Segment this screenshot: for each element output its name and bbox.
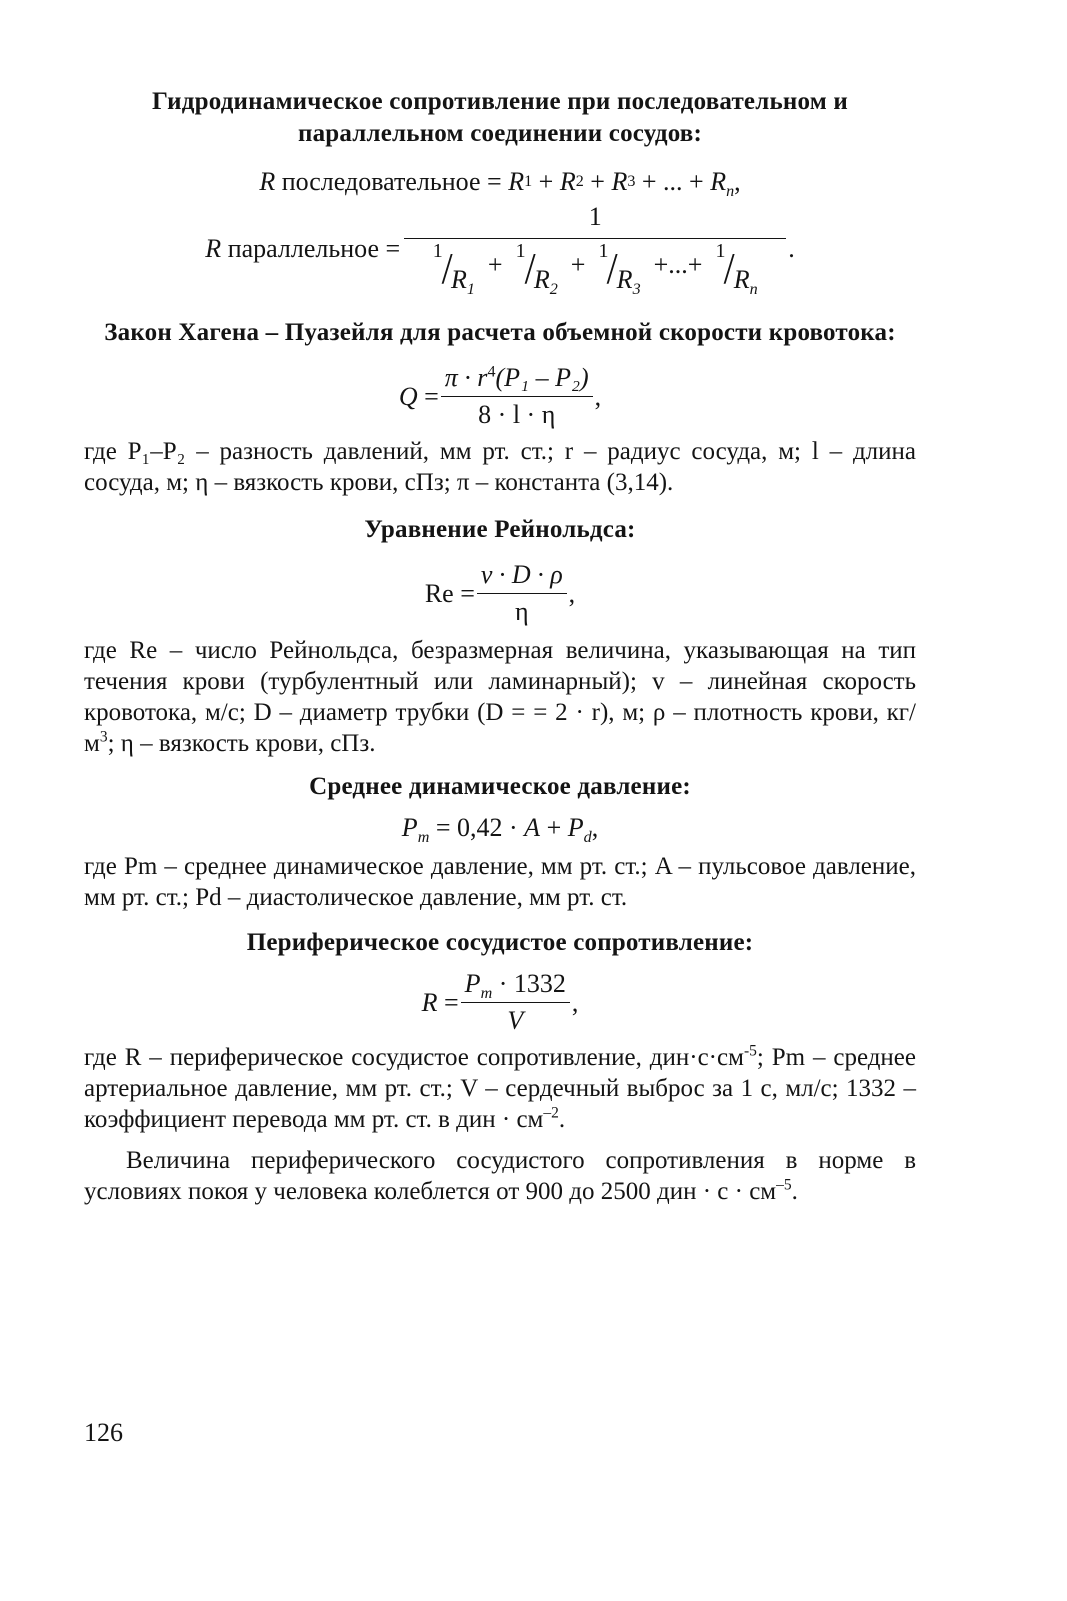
exponent-minus5-norm: –5 — [776, 1176, 792, 1194]
hagen-explanation: где P₁–P₂ – разность давлений, мм рт. ст.; r – радиус сосуда, м; l – длина сосуда, м; η – вязкость крови, сПз; π – константа (3,14). — [84, 438, 916, 496]
formula-hagen-poiseuille: Q = $\frac{\pi \cdot r^4(P_1 - P_2)}{8 \cdot l \cdot \eta}$ , — [398, 363, 602, 429]
norm-paragraph — [84, 1145, 916, 1207]
r-numerator-tail: · 1332 — [492, 969, 566, 998]
exponent-minus5: -5 — [743, 1042, 757, 1060]
re-numerator: v · D · ρ — [477, 560, 567, 594]
re-denominator: η — [514, 597, 529, 626]
parallel-label: параллельное — [227, 233, 380, 263]
peripheral-explanation — [84, 1042, 916, 1135]
re-fraction — [477, 560, 567, 627]
r-denominator: V — [507, 1006, 524, 1035]
section-title-reynolds: Уравнение Рейнольдса: — [364, 516, 636, 543]
peripheral-explanation-middle: ; Pm – среднее артериальное давление, мм рт. ст.; V – сердечный выброс за 1 с, мл/с; 1332 – коэффициент перевода мм рт. ст. в дин · см — [84, 1044, 917, 1133]
peripheral-explanation-text: где R – периферическое сосудистое сопротивление, дин·с·см — [84, 1044, 744, 1071]
formula-parallel-resistance: R параллельное = 1 1 / $R_1$ + 1 / $R_2$ + 1 / $R_3$ +...+ 1 / $R_n$ . — [205, 202, 795, 299]
norm-text: Величина периферического сосудистого сопротивления в норме в условиях покоя у человека колеблется от 900 до 2500 дин · с · см — [84, 1147, 916, 1205]
page-content — [84, 86, 916, 1207]
section-title-peripheral-resistance: Периферическое сосудистое сопротивление: — [246, 929, 754, 956]
section-title-hagen-poiseuille: Закон Хагена – Пуазейля для расчета объемной скорости кровотока: — [104, 319, 896, 346]
pm-coefficient: 0,42 — [457, 813, 503, 842]
reynolds-explanation-tail: ; η – вязкость крови, сПз. — [107, 730, 376, 757]
mean-pressure-explanation: где Pm – среднее динамическое давление, мм рт. ст.; A – пульсовое давление, мм рт. ст.; Pd – диастолическое давление, мм рт. ст. — [84, 853, 916, 911]
r-fraction: $\frac{P_m \cdot 1332}{V}$ — [461, 969, 570, 1036]
formula-peripheral-resistance: R = $\frac{P_m \cdot 1332}{V}$ , — [421, 969, 579, 1035]
cubic-exponent: 3 — [99, 728, 108, 746]
section-title-mean-pressure: Среднее динамическое давление: — [309, 773, 691, 800]
series-label: последовательное — [281, 167, 481, 196]
reynolds-explanation — [84, 635, 916, 759]
q-denominator: 8 · l · η — [478, 400, 556, 429]
q-numerator-tail: (P₁ – P₂) — [495, 363, 589, 392]
peripheral-explanation-end: . — [558, 1106, 566, 1133]
reynolds-explanation-text: где Re – число Рейнольдса, безразмерная величина, указывающая на тип течения крови (турбулентный или ламинарный); v – линейная скорость кровотока, м/с; D – диаметр трубки (D = = 2 · r), м; ρ – плотность крови, кг/м — [84, 637, 916, 757]
section-title-hydrodynamic: Гидродинамическое сопротивление при последовательном и параллельном соединении сосудов: — [152, 88, 848, 147]
page-number: 126 — [84, 1418, 123, 1447]
parallel-numerator: 1 — [404, 202, 786, 239]
formula-reynolds: Re = $\frac{v \cdot D \cdot \rho}{\eta}$ , — [424, 560, 576, 626]
exponent-minus2: –2 — [543, 1104, 559, 1122]
formula-mean-pressure: $P_m$ = 0,42 · A + $P_d$ , — [401, 813, 599, 847]
formula-series-resistance: R последовательное = R 1 + R 2 + R 3 + ... + $R_n$ , — [259, 167, 741, 201]
q-fraction: $\frac{\pi \cdot r^4(P_1 - P_2)}{8 \cdot l \cdot \eta}$ — [441, 363, 593, 430]
parallel-fraction — [404, 202, 786, 299]
parallel-denominator: 1 / $R_1$ + 1 / $R_2$ + 1 / $R_3$ +...+ 1 / $R_n$ — [432, 240, 758, 299]
norm-end: . — [791, 1178, 798, 1205]
